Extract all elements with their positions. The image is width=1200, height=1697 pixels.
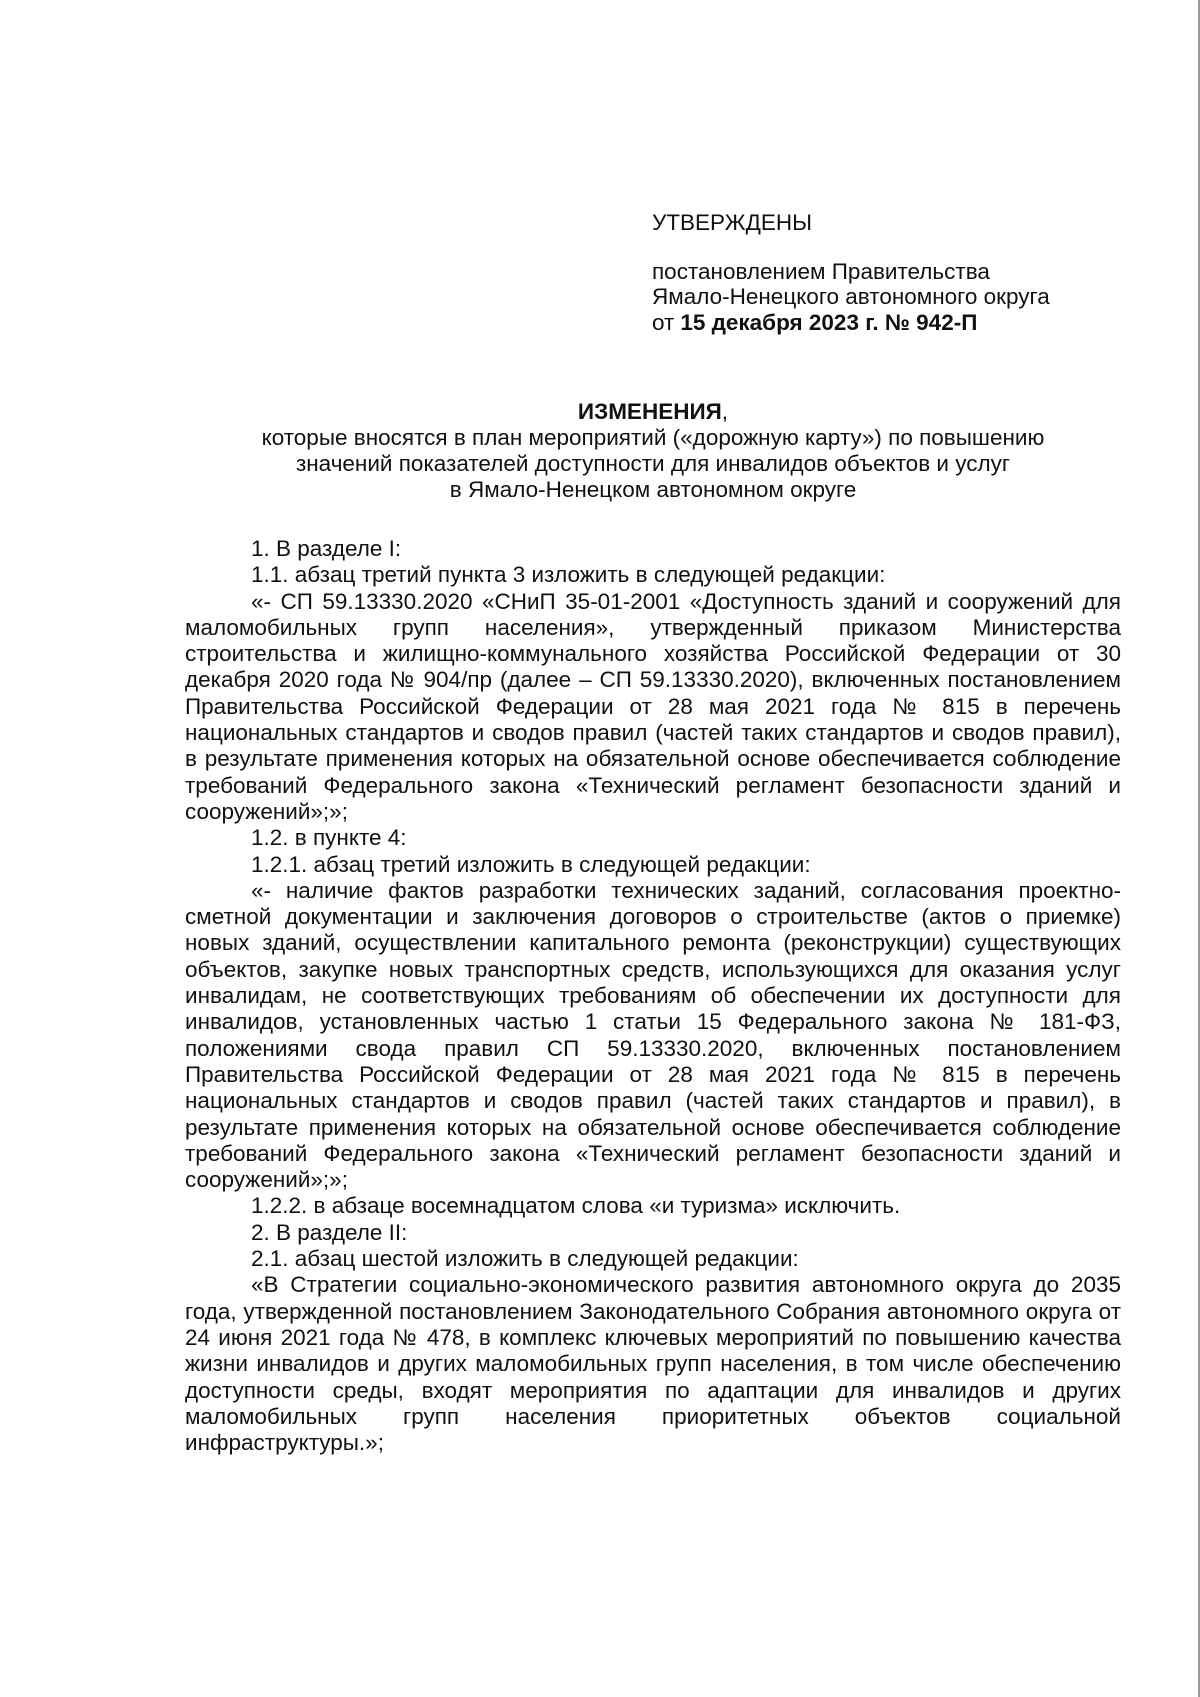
document-title [185, 399, 1121, 425]
paragraph-quote-strategy: «В Стратегии социально-экономического развития автономного округа до 2035 года, утвержденной постановлением Законодательного Собрания автономного округа от 24 июня 2021 года № 478, в комплекс ключевых мероприятий по повышению качества жизни инвалидов и других маломобильных групп населения, в том числе обеспечению доступности среды, входят мероприятия по адаптации для инвалидов и других маломобильных групп населения приоритетных объектов социальной инфраструктуры.»; [185, 1272, 1121, 1456]
document-subtitle-line-1: которые вносятся в план мероприятий («дорожную карту») по повышению [261, 425, 1045, 450]
document-title-main: ИЗМЕНЕНИЯ [577, 399, 722, 424]
approval-block [652, 210, 1122, 335]
paragraph-item-1-2-2: 1.2.2. в абзаце восемнадцатом слова «и туризма» исключить. [251, 1193, 901, 1219]
paragraph-quote-facts: «- наличие фактов разработки технических заданий, согласования проектно-сметной документации и заключения договоров о строительстве (актов о приемке) новых зданий, осуществлении капитального ремонта (реконструкции) существующих объектов, закупке новых транспортных средств, использующихся для оказания услуг инвалидам, не соответствующих требованиям об обеспечении их доступности для инвалидов, установленных частью 1 статьи 15 Федерального закона № 181-ФЗ, положениями свода правил СП 59.13330.2020, включенных постановлением Правительства Российской Федерации от 28 мая 2021 года № 815 в перечень национальных стандартов и сводов правил (частей таких стандартов и правил), в результате применения которых на обязательной основе обеспечивается соблюдение требований Федерального закона «Технический регламент безопасности зданий и сооружений»;»; [185, 877, 1121, 1193]
approval-line-1: постановлением Правительства [652, 258, 990, 284]
paragraph-item-1-1: 1.1. абзац третий пункта 3 изложить в следующей редакции: [251, 562, 886, 588]
paragraph-item-1-2: 1.2. в пункте 4: [251, 825, 407, 851]
paragraph-section-1: 1. В разделе I: [251, 536, 402, 561]
paragraph-item-2-1: 2.1. абзац шестой изложить в следующей редакции: [251, 1246, 799, 1272]
paragraph-quote-sp: «- СП 59.13330.2020 «СНиП 35-01-2001 «Доступность зданий и сооружений для маломобильных групп населения», утвержденный приказом Министерства строительства и жилищно-коммунального хозяйства Российской Федерации от 30 декабря 2020 года № 904/пр (далее – СП 59.13330.2020), включенных постановлением Правительства Российской Федерации от 28 мая 2021 года № 815 в перечень национальных стандартов и сводов правил (частей таких стандартов и сводов правил), в результате применения которых на обязательной основе обеспечивается соблюдение требований Федерального закона «Технический регламент безопасности зданий и сооружений»;»; [185, 588, 1121, 824]
approval-line-2: Ямало-Ненецкого автономного округа [652, 284, 1050, 309]
document-title-comma: , [721, 399, 729, 424]
paragraph-section-2: 2. В разделе II: [251, 1219, 408, 1245]
document-subtitle-line-2: значений показателей доступности для инвалидов объектов и услуг [295, 451, 1011, 476]
document-body [185, 536, 1121, 1456]
document-subtitle-line-3: в Ямало-Ненецком автономном округе [449, 477, 857, 502]
approval-date-line [652, 310, 1122, 336]
approval-heading: УТВЕРЖДЕНЫ [652, 210, 812, 235]
paragraph-item-1-2-1: 1.2.1. абзац третий изложить в следующей редакции: [251, 851, 811, 877]
approval-date-value: 15 декабря 2023 г. № 942-П [680, 309, 978, 335]
approval-date-prefix: от [652, 309, 675, 335]
document-title-block [185, 399, 1121, 503]
